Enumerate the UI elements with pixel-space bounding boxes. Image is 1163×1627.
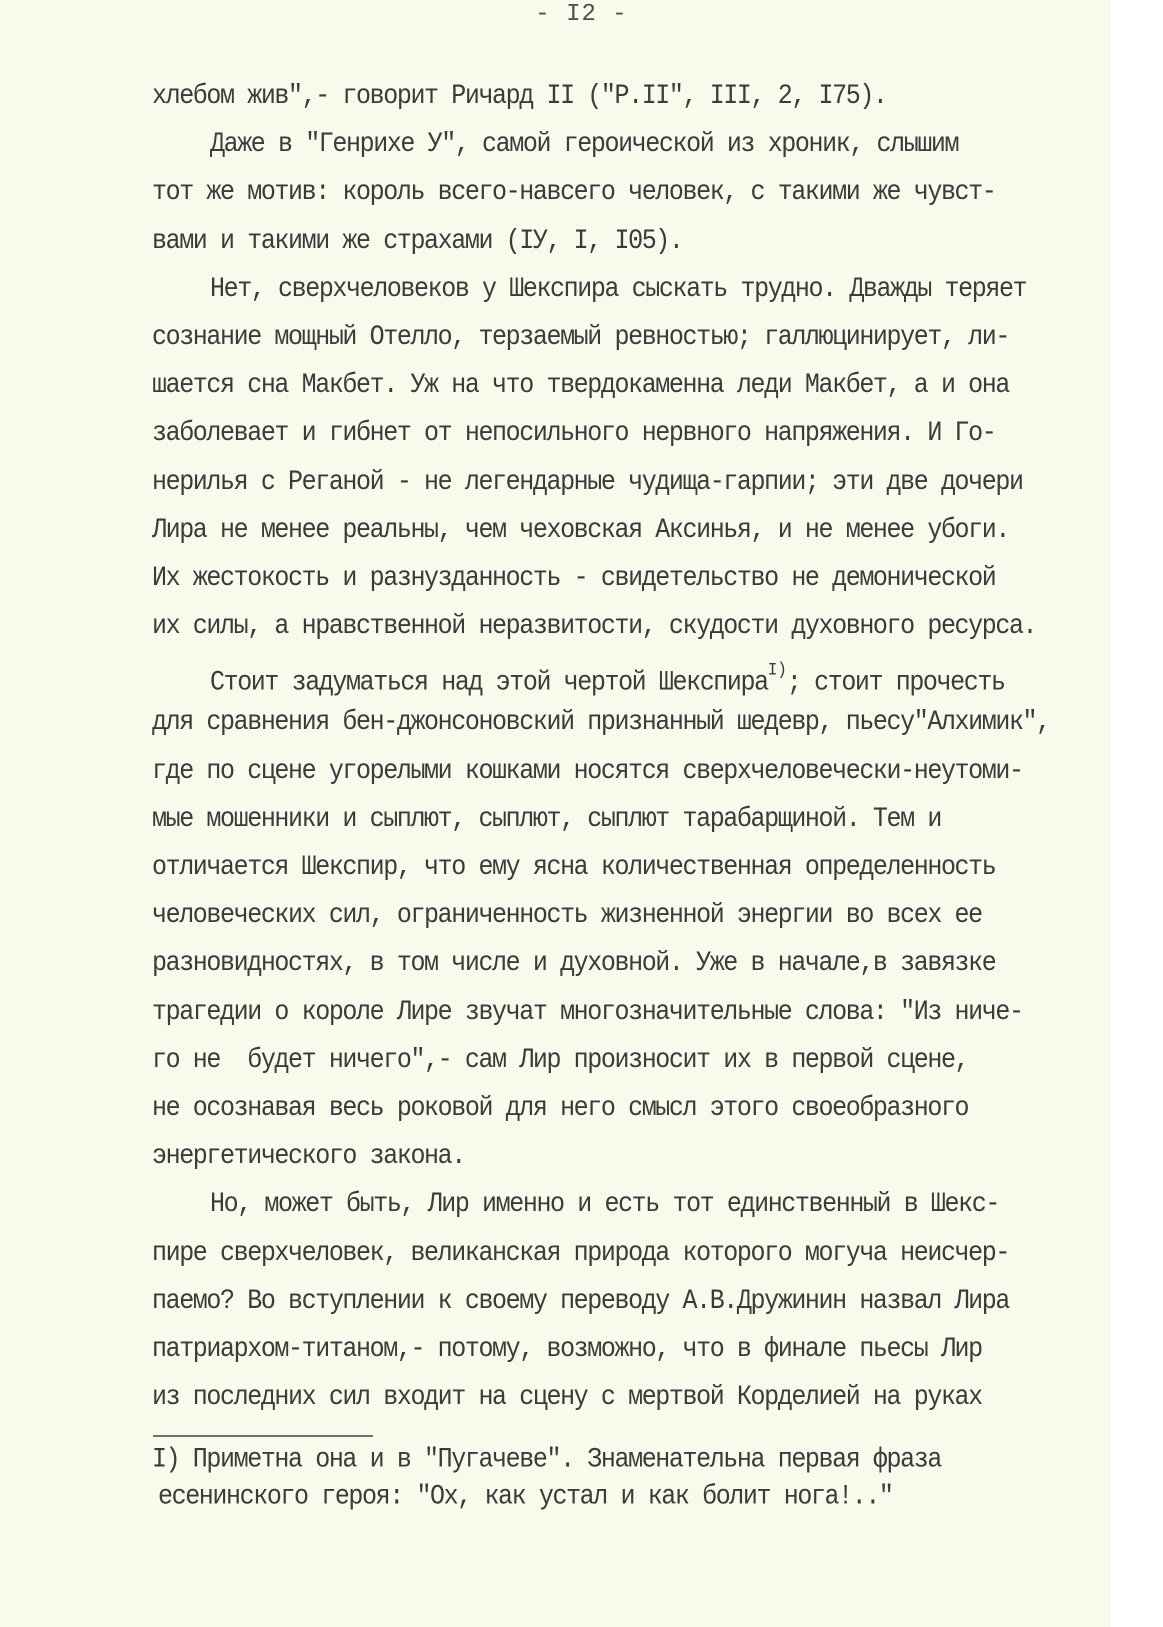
text-line: энергетического закона. xyxy=(152,1140,465,1173)
text-line: го не будет ничего",- сам Лир произносит их в первой сцене, xyxy=(152,1043,969,1076)
page-edge-strip xyxy=(1111,0,1163,1627)
text-line: вами и такими же страхами (IУ, I, I05). xyxy=(152,224,683,257)
text-line: где по сцене угорелыми кошками носятся сверхчеловечески-неутоми- xyxy=(152,754,1023,787)
body-text xyxy=(152,77,1112,1426)
footnote xyxy=(152,1441,1112,1515)
text-line: разновидностях, в том числе и духовной. Уже в начале,в завязке xyxy=(152,947,996,980)
text-line: Лира не менее реальны, чем чеховская Аксинья, и не менее убоги. xyxy=(152,513,1009,546)
footnote-reference[interactable]: I) xyxy=(767,660,787,681)
text-line: паемо? Во вступлении к своему переводу А.В.Дружинин назвал Лира xyxy=(152,1284,1009,1317)
footnote-divider xyxy=(153,1435,373,1437)
text-line: отличается Шекспир, что ему ясна количественная определенность xyxy=(152,851,996,883)
text-line: патриархом-титаном,- потому, возможно, что в финале пьесы Лир xyxy=(152,1332,982,1365)
footnote-line: I) Приметна она и в "Пугачеве". Знаменательна первая фраза xyxy=(152,1443,941,1476)
text-segment: ; стоит прочесть xyxy=(786,666,1005,699)
footnote-line: есенинского героя: "Ох, как устал и как болит нога!.." xyxy=(158,1480,893,1513)
text-line: для сравнения бен-джонсоновский признанный шедевр, пьесу"Алхимик", xyxy=(152,706,1050,739)
text-line: человеческих сил, ограниченность жизненной энергии во всех ее xyxy=(152,899,982,932)
text-segment: Стоит задуматься над этой чертой Шекспира xyxy=(210,666,768,699)
text-line: из последних сил входит на сцену с мертвой Корделией на руках xyxy=(152,1381,982,1414)
text-line: мые мошенники и сыплют, сыплют, сыплют тарабарщиной. Тем и xyxy=(152,802,941,835)
text-line: Их жестокость и разнузданность - свидетельство не демонической xyxy=(152,561,996,594)
text-line: заболевает и гибнет от непосильного нервного напряжения. И Го- xyxy=(152,417,996,450)
text-line: шается сна Макбет. Уж на что твердокаменна леди Макбет, а и она xyxy=(152,369,1009,402)
text-line: их силы, а нравственной неразвитости, скудости духовного ресурса. xyxy=(152,610,1037,643)
paragraph-start-line-with-footnote xyxy=(152,653,1112,706)
paragraph-start-line: Но, может быть, Лир именно и есть тот единственный в Шекс- xyxy=(210,1188,999,1221)
page-number: - I2 - xyxy=(535,1,628,28)
paragraph-start-line: Даже в "Генрихе У", самой героической из хроник, слышим xyxy=(210,128,959,161)
text-line: сознание мощный Отелло, терзаемый ревностью; галлюцинирует, ли- xyxy=(152,321,1009,353)
text-line: хлебом жив",- говорит Ричард II ("Р.II", III, 2, I75). xyxy=(152,80,887,112)
text-line: тот же мотив: король всего-навсего человек, с такими же чувст- xyxy=(152,176,996,209)
text-line: нерилья с Реганой - не легендарные чудища-гарпии; эти две дочери xyxy=(152,465,1023,498)
text-line: пире сверхчеловек, великанская природа которого могуча неисчер- xyxy=(152,1236,1009,1269)
text-line: не осознавая весь роковой для него смысл этого своеобразного xyxy=(152,1092,969,1124)
text-line: трагедии о короле Лире звучат многозначительные слова: "Из ниче- xyxy=(152,995,1023,1028)
paragraph-start-line: Нет, сверхчеловеков у Шекспира сыскать трудно. Дважды теряет xyxy=(210,272,1027,305)
